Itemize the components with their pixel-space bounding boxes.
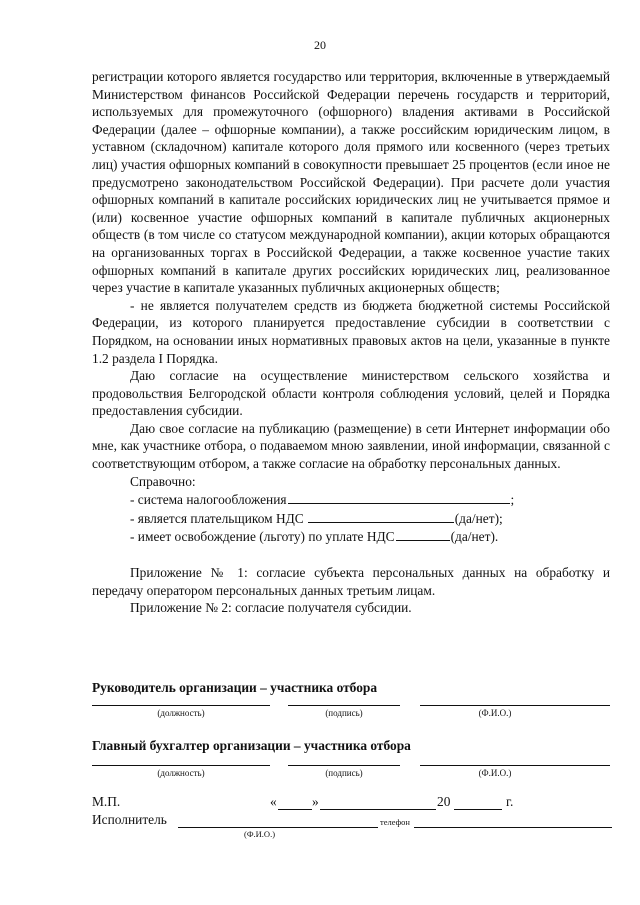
date-quote-open: « bbox=[270, 794, 277, 809]
stamp-label: М.П. bbox=[92, 794, 121, 809]
vat-payer-line: - является плательщиком НДС (да/нет); bbox=[130, 510, 503, 526]
head-fio-line[interactable] bbox=[420, 705, 610, 706]
document-body bbox=[92, 68, 610, 617]
head-signature-line[interactable] bbox=[288, 705, 400, 706]
paragraph-budget: - не является получателем средств из бюджета бюджетной системы Российской Федерации, из которого планируется предоставление субсидии в соответствии с Порядком, на основании иных нормативных правовых актов на цели, указанные в пункте 1.2 раздела I Порядка. bbox=[92, 297, 610, 366]
phone-field[interactable] bbox=[414, 814, 612, 828]
head-signature-row bbox=[92, 705, 612, 729]
reference-block bbox=[92, 473, 610, 546]
date-year-prefix: 20 bbox=[437, 794, 451, 809]
appendix-2: Приложение № 2: согласие получателя субсидии. bbox=[130, 600, 412, 616]
accountant-fio-line[interactable] bbox=[420, 765, 610, 766]
head-signature-caption: (подпись) bbox=[325, 708, 363, 718]
head-fio-caption: (Ф.И.О.) bbox=[478, 708, 512, 718]
executor-fio-caption: (Ф.И.О.) bbox=[244, 829, 276, 839]
accountant-signature-title: Главный бухгалтер организации – участника отбора bbox=[92, 738, 411, 753]
paragraph-offshore: регистрации которого является государство или территория, включенные в утверждаемый Министерством финансов Российской Федерации перечень государств и территорий, используемых для промежуточного (офшорного) владения активами в Российской Федерации (далее – офшорные компании), а также российским юридическим лицом, в уставном (складочном) капитале которого доля прямого или косвенного (через третьих лиц) участия офшорных компаний в совокупности превышает 25 процентов (если иное не предусмотрено законодательством Российской Федерации). При расчете доли участия офшорных компаний в капитале российских юридических лиц не учитывается прямое и (или) косвенное участие офшорных компаний в капитале публичных акционерных обществ (в том числе со статусом международной компании), акции которых обращаются на организованных торгах в Российской Федерации, а также косвенное участие таких офшорных компаний в капитале других российских юридических лиц, реализованное через участие в капитале указанных публичных акционерных обществ; bbox=[92, 69, 610, 296]
head-position-caption: (должность) bbox=[157, 708, 205, 718]
date-day-field[interactable] bbox=[278, 796, 312, 810]
executor-name-field[interactable] bbox=[178, 814, 378, 828]
accountant-signature-line[interactable] bbox=[288, 765, 400, 766]
date-year-field[interactable] bbox=[454, 796, 502, 810]
executor-caption-line bbox=[92, 829, 612, 849]
vat-exempt-field[interactable] bbox=[396, 527, 450, 541]
vat-exempt-line: - имеет освобождение (льготу) по уплате НДС (да/нет). bbox=[130, 529, 499, 545]
phone-label: телефон bbox=[380, 817, 410, 827]
tax-system-field[interactable] bbox=[288, 490, 510, 504]
reference-heading: Справочно: bbox=[130, 473, 196, 489]
paragraph-publication-consent: Даю свое согласие на публикацию (размещение) в сети Интернет информации обо мне, как участнике отбора, о подаваемом мною заявлении, иной информации, связанной с соответствующим отбором, а также согласие на обработку персональных данных. bbox=[92, 420, 610, 472]
date-month-field[interactable] bbox=[320, 796, 436, 810]
date-quote-close: » bbox=[312, 794, 319, 809]
accountant-signature-row bbox=[92, 765, 612, 789]
paragraph-control-consent: Даю согласие на осуществление министерством сельского хозяйства и продовольствия Белгородской области контроля соблюдения условий, целей и Порядка предоставления субсидии. bbox=[92, 368, 610, 419]
stamp-date-line bbox=[92, 794, 612, 814]
tax-system-line: - система налогообложения ; bbox=[130, 492, 515, 508]
accountant-position-caption: (должность) bbox=[157, 768, 205, 778]
page-number: 20 bbox=[314, 38, 326, 52]
head-position-line[interactable] bbox=[92, 705, 270, 706]
accountant-signature-caption: (подпись) bbox=[325, 768, 363, 778]
accountant-position-line[interactable] bbox=[92, 765, 270, 766]
vat-payer-field[interactable] bbox=[308, 509, 454, 523]
date-year-suffix: г. bbox=[506, 794, 514, 809]
appendix-1: Приложение № 1: согласие субъекта персональных данных на обработку и передачу оператором персональных данных третьим лицам. bbox=[92, 565, 610, 598]
accountant-fio-caption: (Ф.И.О.) bbox=[478, 768, 512, 778]
executor-label: Исполнитель bbox=[92, 812, 167, 827]
head-signature-title: Руководитель организации – участника отбора bbox=[92, 680, 378, 695]
